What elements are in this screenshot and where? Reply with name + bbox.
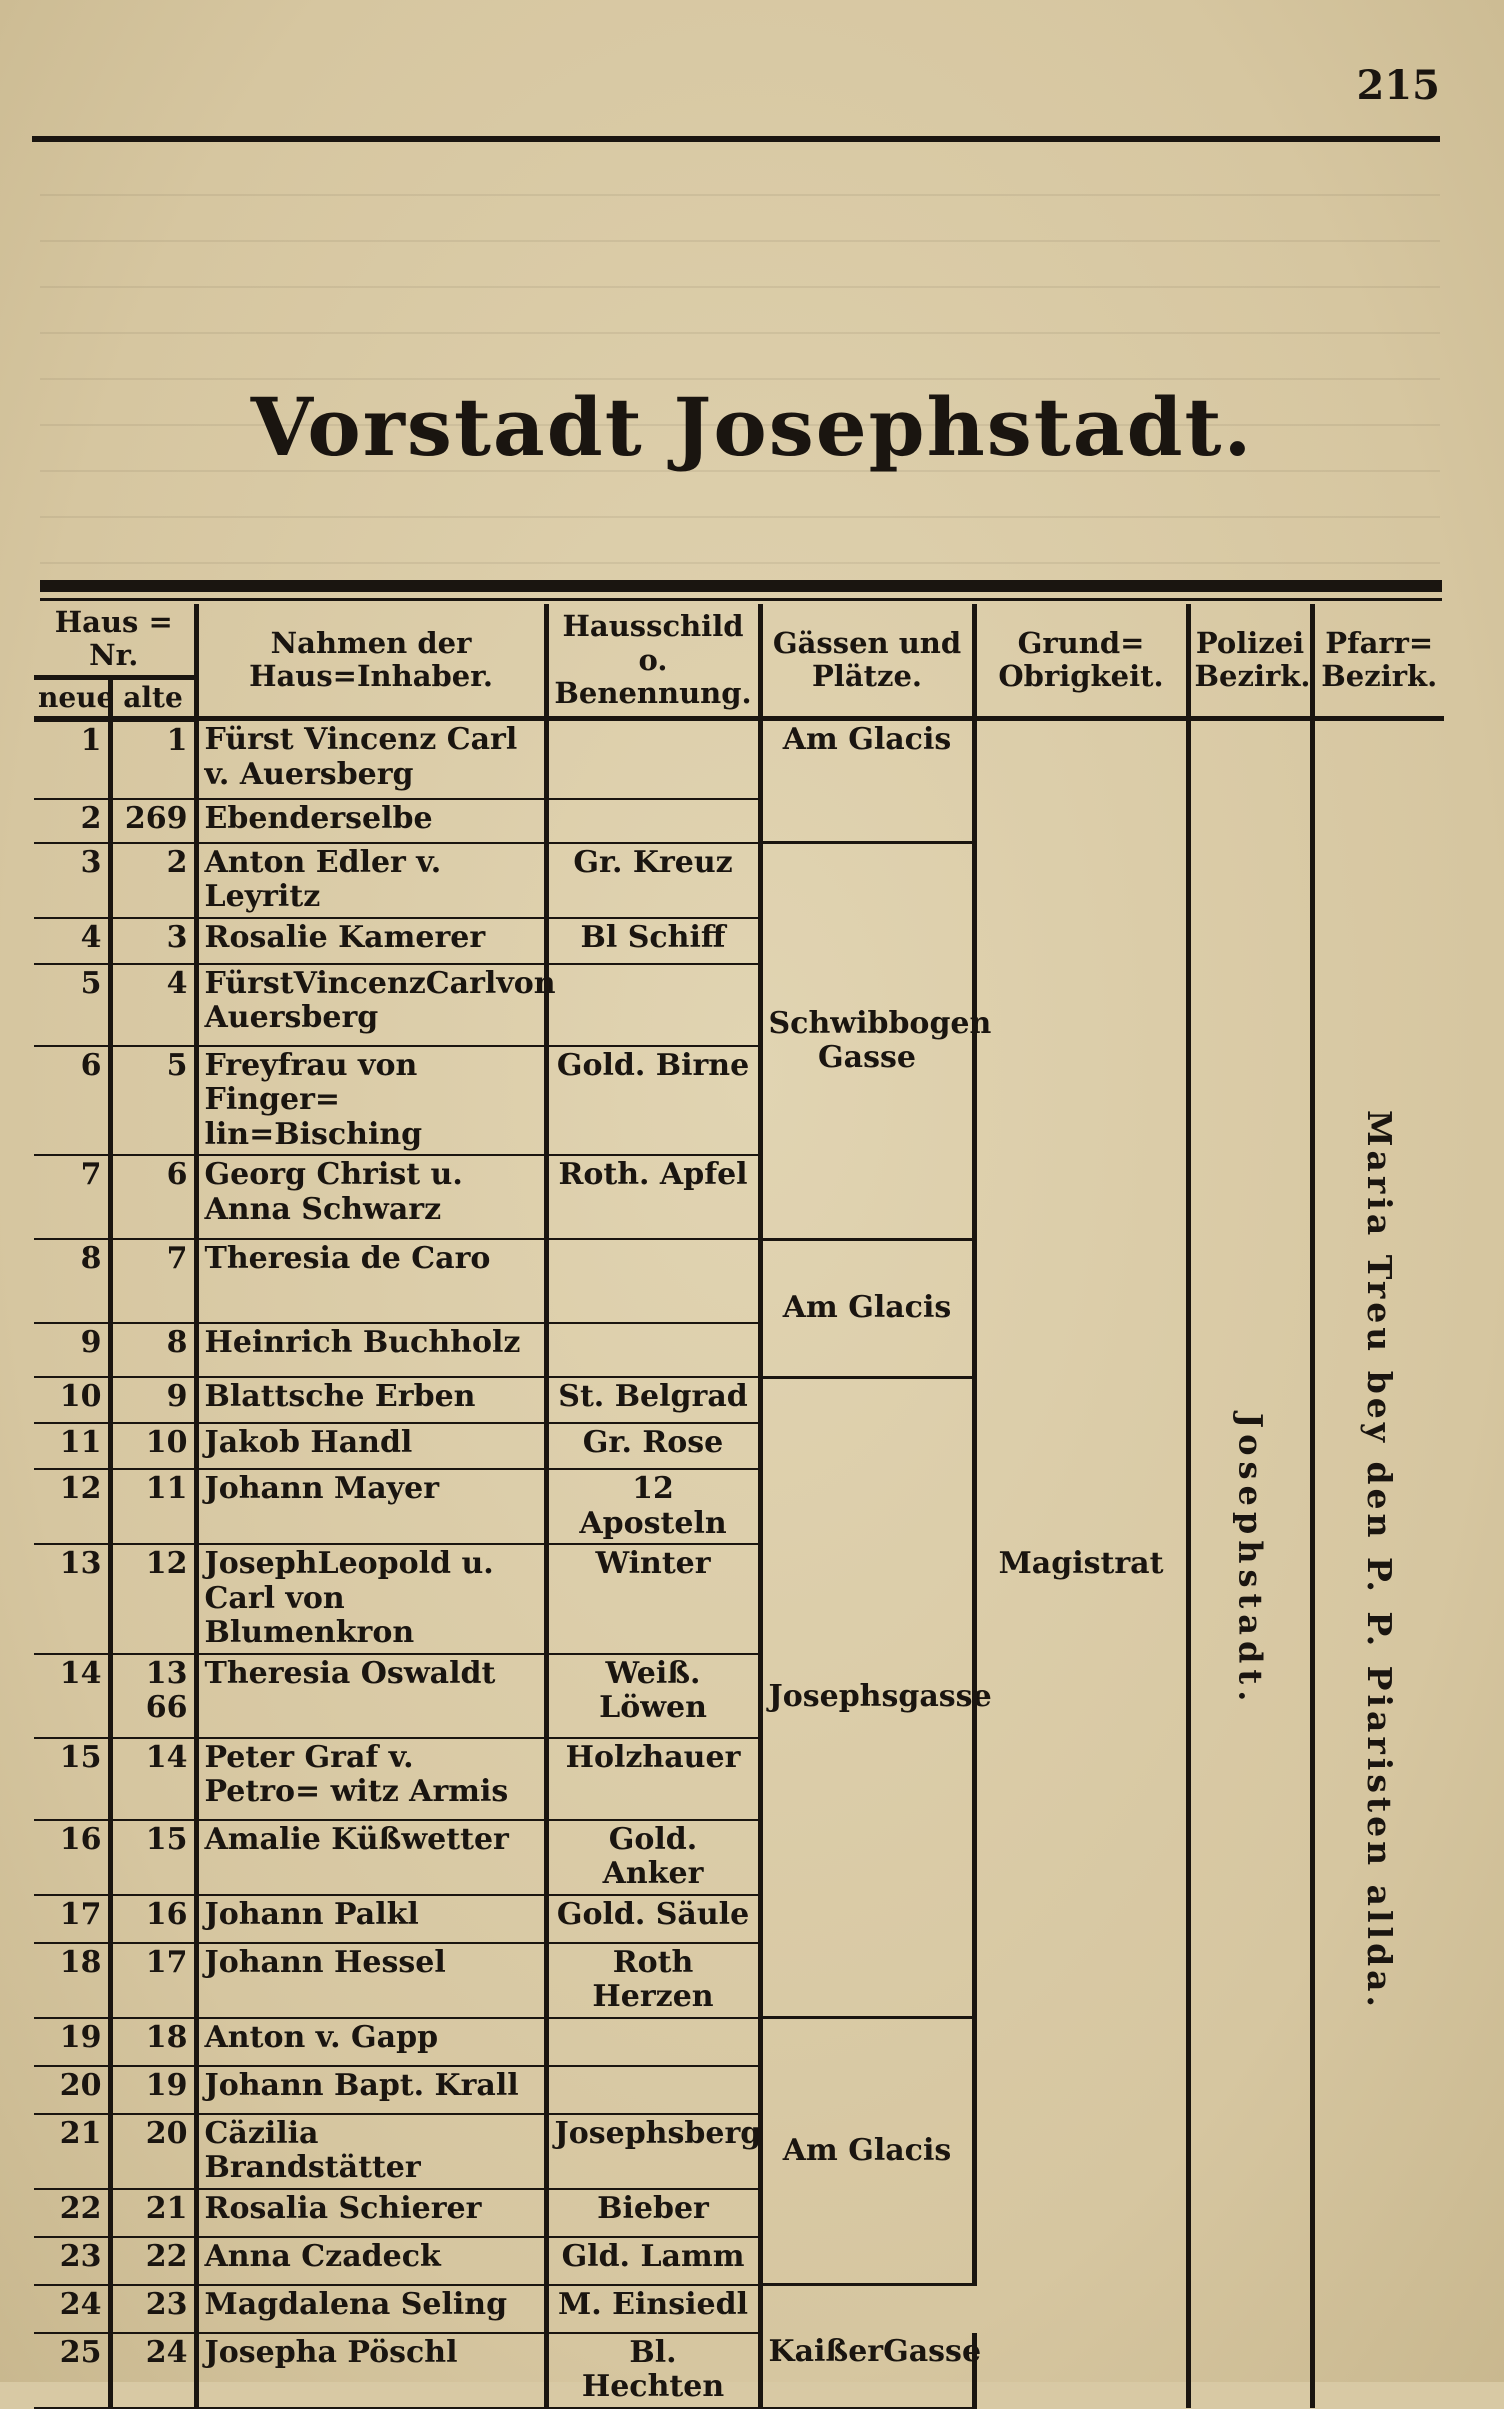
cell-alte: 10 bbox=[110, 1423, 196, 1469]
cell-grund: Magistrat bbox=[974, 719, 1188, 2408]
cell-sign bbox=[546, 964, 760, 1046]
cell-sign: Gold. Säule bbox=[546, 1895, 760, 1943]
cell-neue: 9 bbox=[34, 1323, 110, 1377]
cell-owner: Johann Mayer bbox=[196, 1469, 546, 1544]
cell-sign: Bl. Hechten bbox=[546, 2333, 760, 2408]
cell-sign: Bieber bbox=[546, 2189, 760, 2237]
cell-owner: FürstVincenzCarlvon Auersberg bbox=[196, 964, 546, 1046]
cell-alte: 18 bbox=[110, 2018, 196, 2066]
cell-neue: 16 bbox=[34, 1820, 110, 1895]
header-pfarr: Pfarr= Bezirk. bbox=[1312, 604, 1444, 719]
cell-neue: 12 bbox=[34, 1469, 110, 1544]
cell-owner: Josepha Pöschl bbox=[196, 2333, 546, 2408]
header-street: Gässen und Plätze. bbox=[760, 604, 974, 719]
cell-alte: 17 bbox=[110, 1943, 196, 2018]
cell-neue: 17 bbox=[34, 1895, 110, 1943]
cell-alte: 11 bbox=[110, 1469, 196, 1544]
cell-alte: 24 bbox=[110, 2333, 196, 2408]
cell-neue: 25 bbox=[34, 2333, 110, 2408]
cell-alte: 14 bbox=[110, 1738, 196, 1820]
cell-sign: Josephsberg bbox=[546, 2114, 760, 2189]
cell-sign: Weiß. Löwen bbox=[546, 1654, 760, 1738]
cell-alte: 13 66 bbox=[110, 1654, 196, 1738]
cell-owner: JosephLeopold u. Carl von Blumenkron bbox=[196, 1544, 546, 1654]
cell-sign: Gr. Kreuz bbox=[546, 843, 760, 918]
table-top-rule-thin bbox=[40, 598, 1442, 601]
page-number: 215 bbox=[1356, 62, 1440, 109]
cell-alte: 20 bbox=[110, 2114, 196, 2189]
cell-alte: 22 bbox=[110, 2237, 196, 2285]
cell-owner: Ebenderselbe bbox=[196, 799, 546, 843]
cell-owner: Magdalena Seling bbox=[196, 2285, 546, 2333]
cell-owner: Amalie Küßwetter bbox=[196, 1820, 546, 1895]
cell-owner: Fürst Vincenz Carl v. Auersberg bbox=[196, 719, 546, 799]
cell-alte: 23 bbox=[110, 2285, 196, 2333]
pfarr-text: Maria Treu bey den P. P. Piaristen allda. bbox=[1360, 1109, 1400, 2011]
cell-owner: Anton v. Gapp bbox=[196, 2018, 546, 2066]
cell-alte: 7 bbox=[110, 1239, 196, 1323]
header-polizei: Polizei Bezirk. bbox=[1188, 604, 1312, 719]
cell-alte: 9 bbox=[110, 1377, 196, 1423]
cell-sign: St. Belgrad bbox=[546, 1377, 760, 1423]
cell-neue: 21 bbox=[34, 2114, 110, 2189]
cell-street: Josephsgasse bbox=[760, 1377, 974, 2018]
cell-owner: Johann Bapt. Krall bbox=[196, 2066, 546, 2114]
cell-alte: 1 bbox=[110, 719, 196, 799]
cell-neue: 1 bbox=[34, 719, 110, 799]
cell-owner: Rosalia Schierer bbox=[196, 2189, 546, 2237]
cell-owner: Georg Christ u. Anna Schwarz bbox=[196, 1155, 546, 1239]
cell-sign bbox=[546, 2066, 760, 2114]
header-grund: Grund= Obrigkeit. bbox=[974, 604, 1188, 719]
cell-owner: Blattsche Erben bbox=[196, 1377, 546, 1423]
page-title: Vorstadt Josephstadt. bbox=[250, 380, 1254, 474]
cell-alte: 269 bbox=[110, 799, 196, 843]
bleed-through bbox=[40, 150, 1440, 580]
cell-neue: 14 bbox=[34, 1654, 110, 1738]
cell-alte: 5 bbox=[110, 1046, 196, 1156]
cell-neue: 20 bbox=[34, 2066, 110, 2114]
cell-street: KaißerGasse bbox=[760, 2333, 974, 2408]
cell-neue: 8 bbox=[34, 1239, 110, 1323]
cell-neue: 24 bbox=[34, 2285, 110, 2333]
cell-sign bbox=[546, 799, 760, 843]
table-row bbox=[34, 719, 1444, 799]
header-haus-nr: Haus = Nr. bbox=[34, 604, 196, 677]
polizei-text: Josephstadt. bbox=[1231, 1413, 1270, 1708]
cell-alte: 8 bbox=[110, 1323, 196, 1377]
cell-neue: 3 bbox=[34, 843, 110, 918]
cell-neue: 2 bbox=[34, 799, 110, 843]
cell-neue: 10 bbox=[34, 1377, 110, 1423]
cell-alte: 15 bbox=[110, 1820, 196, 1895]
cell-sign: Bl Schiff bbox=[546, 918, 760, 964]
cell-alte: 6 bbox=[110, 1155, 196, 1239]
cell-owner: Cäzilia Brandstätter bbox=[196, 2114, 546, 2189]
cell-pfarr bbox=[1312, 719, 1444, 2408]
cell-sign: M. Einsiedl bbox=[546, 2285, 760, 2333]
cell-alte: 3 bbox=[110, 918, 196, 964]
header-alte: alte bbox=[110, 677, 196, 719]
cell-alte: 16 bbox=[110, 1895, 196, 1943]
cell-alte: 21 bbox=[110, 2189, 196, 2237]
cell-neue: 22 bbox=[34, 2189, 110, 2237]
cell-owner: Freyfrau von Finger= lin=Bisching bbox=[196, 1046, 546, 1156]
cell-sign bbox=[546, 1239, 760, 1323]
cell-neue: 5 bbox=[34, 964, 110, 1046]
cell-neue: 23 bbox=[34, 2237, 110, 2285]
cell-neue: 19 bbox=[34, 2018, 110, 2066]
cell-sign: 12 Aposteln bbox=[546, 1469, 760, 1544]
cell-alte: 19 bbox=[110, 2066, 196, 2114]
cell-sign bbox=[546, 2018, 760, 2066]
cell-alte: 4 bbox=[110, 964, 196, 1046]
cell-owner: Theresia de Caro bbox=[196, 1239, 546, 1323]
cell-neue: 15 bbox=[34, 1738, 110, 1820]
house-register-table bbox=[34, 604, 1444, 2409]
table-top-rule bbox=[40, 580, 1442, 592]
cell-sign: Gold. Anker bbox=[546, 1820, 760, 1895]
cell-sign: Roth Herzen bbox=[546, 1943, 760, 2018]
cell-sign: Gr. Rose bbox=[546, 1423, 760, 1469]
cell-neue: 6 bbox=[34, 1046, 110, 1156]
cell-owner: Anna Czadeck bbox=[196, 2237, 546, 2285]
cell-neue: 18 bbox=[34, 1943, 110, 2018]
cell-alte: 12 bbox=[110, 1544, 196, 1654]
cell-sign: Winter bbox=[546, 1544, 760, 1654]
cell-sign bbox=[546, 1323, 760, 1377]
header-row bbox=[34, 604, 1444, 677]
cell-owner: Peter Graf v. Petro= witz Armis bbox=[196, 1738, 546, 1820]
cell-neue: 13 bbox=[34, 1544, 110, 1654]
cell-sign: Holzhauer bbox=[546, 1738, 760, 1820]
cell-sign: Roth. Apfel bbox=[546, 1155, 760, 1239]
header-neue: neue bbox=[34, 677, 110, 719]
top-rule bbox=[32, 136, 1440, 142]
cell-sign: Gld. Lamm bbox=[546, 2237, 760, 2285]
cell-owner: Johann Palkl bbox=[196, 1895, 546, 1943]
header-owner: Nahmen der Haus=Inhaber. bbox=[196, 604, 546, 719]
cell-alte: 2 bbox=[110, 843, 196, 918]
cell-sign bbox=[546, 719, 760, 799]
cell-owner: Heinrich Buchholz bbox=[196, 1323, 546, 1377]
cell-owner: Jakob Handl bbox=[196, 1423, 546, 1469]
cell-neue: 11 bbox=[34, 1423, 110, 1469]
cell-street: Schwibbogen Gasse bbox=[760, 843, 974, 1240]
cell-neue: 7 bbox=[34, 1155, 110, 1239]
cell-street: Am Glacis bbox=[760, 2018, 974, 2285]
cell-street: Am Glacis bbox=[760, 1239, 974, 1377]
cell-owner: Anton Edler v. Leyritz bbox=[196, 843, 546, 918]
cell-sign: Gold. Birne bbox=[546, 1046, 760, 1156]
cell-polizei bbox=[1188, 719, 1312, 2408]
cell-owner: Rosalie Kamerer bbox=[196, 918, 546, 964]
cell-owner: Johann Hessel bbox=[196, 1943, 546, 2018]
header-sign: Hausschild o. Benennung. bbox=[546, 604, 760, 719]
cell-neue: 4 bbox=[34, 918, 110, 964]
cell-owner: Theresia Oswaldt bbox=[196, 1654, 546, 1738]
cell-street: Am Glacis bbox=[760, 719, 974, 843]
